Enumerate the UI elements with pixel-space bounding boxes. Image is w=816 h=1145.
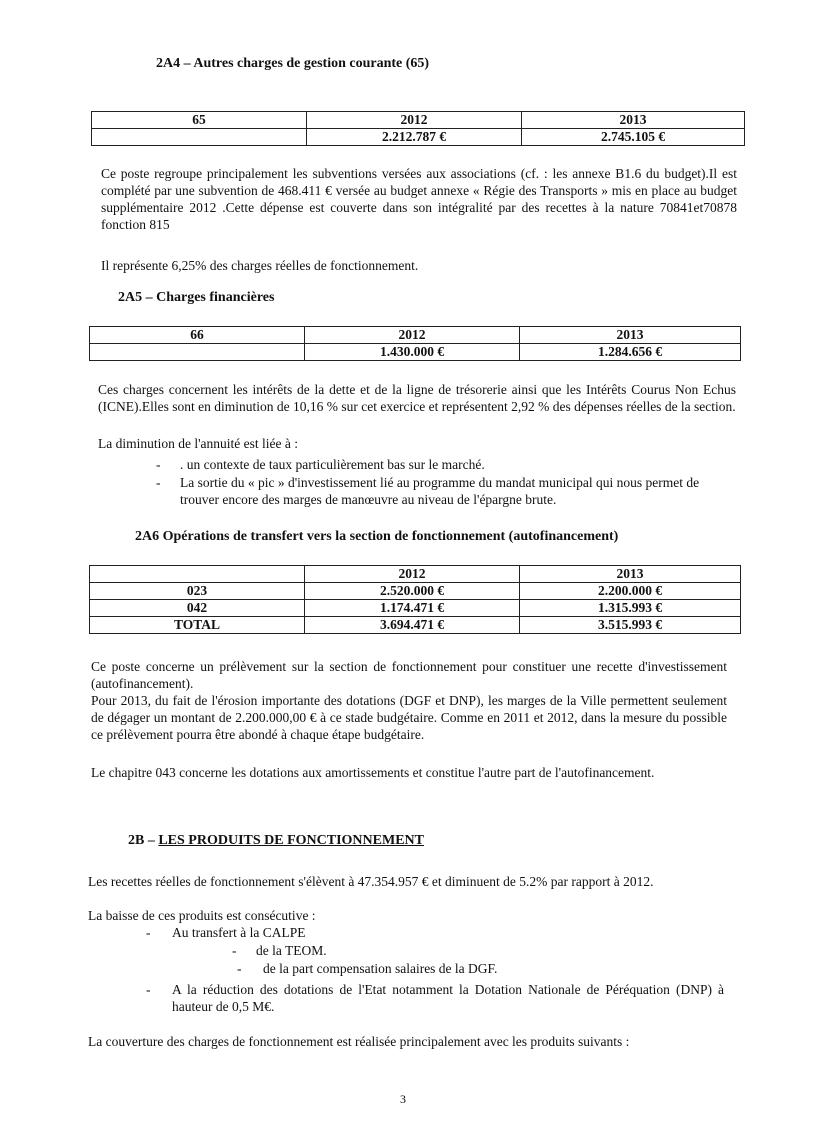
section-2b-paragraph-2: La baisse de ces produits est consécutive : xyxy=(88,908,316,923)
table-2a4-col-2013: 2013 xyxy=(522,112,745,129)
table-2a6-col-2013: 2013 xyxy=(520,566,741,583)
dash-marker: - xyxy=(156,475,161,490)
table-2a6-header-empty xyxy=(90,566,305,583)
table-2a6-row-label: TOTAL xyxy=(90,617,305,634)
section-2a6-paragraph-1: Ce poste concerne un prélèvement sur la section de fonctionnement pour constituer une recette d'investissement (autofinancement). xyxy=(91,659,727,691)
section-2a6-paragraph-3: Le chapitre 043 concerne les dotations aux amortissements et constitue l'autre part de l'autofinancement. xyxy=(91,765,655,780)
table-2a5-col-2012: 2012 xyxy=(305,327,520,344)
section-2b-subitem-1: de la TEOM. xyxy=(256,943,327,958)
table-2a5-val-2013: 1.284.656 € xyxy=(520,344,741,361)
table-2a4-col-2012: 2012 xyxy=(307,112,522,129)
table-2a6-row-val-2013: 3.515.993 € xyxy=(520,617,741,634)
table-2a6-row-val-2012: 1.174.471 € xyxy=(305,600,520,617)
section-2b-item-2: A la réduction des dotations de l'Etat notamment la Dotation Nationale de Péréquation (DNP) à hauteur de 0,5 M€. xyxy=(172,982,724,1014)
dash-marker: - xyxy=(146,925,151,940)
table-2a6-row-val-2012: 3.694.471 € xyxy=(305,617,520,634)
section-2a6-paragraph-2: Pour 2013, du fait de l'érosion importante des dotations (DGF et DNP), les marges de la Ville permettent seulement de dégager un montant de 2.200.000,00 € à ce stade budgétaire. Comme en 2011 et 2012, dans la mesure du possible ce prélèvement pourra être abondé à chaque étape budgétaire. xyxy=(91,693,727,742)
table-2a5-val-2012: 1.430.000 € xyxy=(305,344,520,361)
section-2a5-bullet-list xyxy=(156,456,736,508)
section-2b-heading xyxy=(128,833,424,849)
list-item-text: La sortie du « pic » d'investissement lié au programme du mandat municipal qui nous permet de trouver encore des marges de manœuvre au niveau de l'épargne brute. xyxy=(180,475,700,507)
table-2a6-row-label: 023 xyxy=(90,583,305,600)
table-2a6-row-label: 042 xyxy=(90,600,305,617)
section-2a5-paragraph-1: Ces charges concernent les intérêts de la dette et de la ligne de trésorerie ainsi que les Intérêts Courus Non Echus (ICNE).Elles sont en diminution de 10,16 % sur cet exercice et représentent 2,92 % des dépenses réelles de la section. xyxy=(98,382,736,414)
table-2a4-val-2012: 2.212.787 € xyxy=(307,129,522,146)
section-2a4-paragraph-1: Ce poste regroupe principalement les subventions versées aux associations (cf. : les annexe B1.6 du budget).Il est complété par une subvention de 468.411 € versée au budget annexe « Régie des Transports » mis en place au budget supplémentaire 2012 .Cette dépense est couverte dans son intégralité par des recettes à la nature 70841et70878 fonction 815 xyxy=(101,166,737,232)
dash-marker: - xyxy=(232,943,237,958)
page-number: 3 xyxy=(400,1092,406,1106)
table-row xyxy=(90,600,741,617)
section-2a5-heading: 2A5 – Charges financières xyxy=(118,290,275,305)
section-2b-paragraph-3: La couverture des charges de fonctionnement est réalisée principalement avec les produits suivants : xyxy=(88,1034,630,1049)
table-2a6-col-2012: 2012 xyxy=(305,566,520,583)
dash-marker: - xyxy=(146,982,151,997)
table-2a6-row-val-2013: 1.315.993 € xyxy=(520,600,741,617)
dash-marker: - xyxy=(237,961,242,976)
section-2b-heading-number: 2B – xyxy=(128,833,159,848)
section-2a5-paragraph-2: La diminution de l'annuité est liée à : xyxy=(98,436,299,451)
table-row xyxy=(90,617,741,634)
table-2a5 xyxy=(89,326,741,361)
table-2a5-col-2013: 2013 xyxy=(520,327,741,344)
table-2a5-code: 66 xyxy=(90,327,305,344)
section-2a6-heading: 2A6 Opérations de transfert vers la section de fonctionnement (autofinancement) xyxy=(135,529,619,544)
table-2a4-empty-cell xyxy=(92,129,307,146)
table-2a4 xyxy=(91,111,745,146)
section-2b-heading-title: LES PRODUITS DE FONCTIONNEMENT xyxy=(158,833,424,848)
section-2b-paragraph-1: Les recettes réelles de fonctionnement s'élèvent à 47.354.957 € et diminuent de 5.2% par rapport à 2012. xyxy=(88,874,654,889)
table-2a6-row-val-2012: 2.520.000 € xyxy=(305,583,520,600)
dash-marker: - xyxy=(156,457,161,472)
table-2a5-empty-cell xyxy=(90,344,305,361)
list-item xyxy=(156,456,736,473)
table-2a6-row-val-2013: 2.200.000 € xyxy=(520,583,741,600)
section-2a4-heading: 2A4 – Autres charges de gestion courante (65) xyxy=(156,56,430,71)
section-2b-item-1: Au transfert à la CALPE xyxy=(172,925,306,940)
list-item xyxy=(156,474,736,508)
table-2a6 xyxy=(89,565,741,634)
section-2b-subitem-2: de la part compensation salaires de la DGF. xyxy=(263,961,498,976)
table-2a4-val-2013: 2.745.105 € xyxy=(522,129,745,146)
list-item-text: . un contexte de taux particulièrement bas sur le marché. xyxy=(180,457,485,472)
section-2a4-paragraph-2: Il représente 6,25% des charges réelles de fonctionnement. xyxy=(101,258,419,273)
table-row xyxy=(90,583,741,600)
table-2a4-code: 65 xyxy=(92,112,307,129)
